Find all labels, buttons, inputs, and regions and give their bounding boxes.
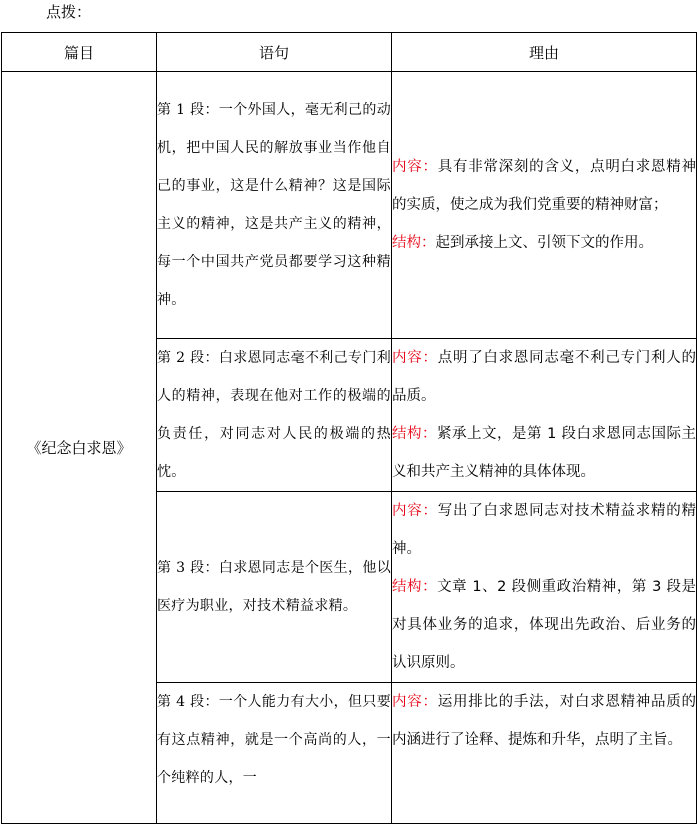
table-row <box>2 72 697 339</box>
content-label: 内容： <box>392 159 438 175</box>
structure-label: 结构： <box>392 579 438 595</box>
reason-cell <box>392 72 697 339</box>
quote-cell: 第 2 段：白求恩同志毫不利己专门利人的精神，表现在他对工作的极端的负责任，对同志对人民的极端的热忱。 <box>157 339 392 492</box>
quote-cell: 第 3 段：白求恩同志是个医生，他以医疗为职业，对技术精益求精。 <box>157 492 392 683</box>
structure-text: 文章 1、2 段侧重政治精神，第 3 段是对具体业务的追求，体现出先政治、后业务的认识原则。 <box>392 579 696 671</box>
reason-cell <box>392 683 697 824</box>
structure-label: 结构： <box>392 426 438 442</box>
analysis-table <box>1 32 697 824</box>
content-label: 内容： <box>392 350 438 366</box>
header-sentence: 语句 <box>157 33 392 72</box>
quote-cell: 第 1 段：一个外国人，毫无利己的动机，把中国人民的解放事业当作他自己的事业，这是什么精神？这是国际主义的精神，这是共产主义的精神，每一个中国共产党员都要学习这种精神。 <box>157 72 392 339</box>
table-header-row <box>2 33 697 72</box>
content-text: 具有非常深刻的含义，点明白求恩精神的实质，使之成为我们党重要的精神财富； <box>392 159 697 213</box>
reason-cell <box>392 492 697 683</box>
structure-text: 起到承接上文、引领下文的作用。 <box>435 235 653 251</box>
content-label: 内容： <box>392 503 438 519</box>
structure-text: 紧承上文，是第 1 段白求恩同志国际主义和共产主义精神的具体体现。 <box>392 426 696 480</box>
header-reason: 理由 <box>392 33 697 72</box>
header-chapter: 篇目 <box>2 33 157 72</box>
content-text: 点明了白求恩同志毫不利己专门利人的品质。 <box>392 350 697 404</box>
structure-label: 结构： <box>392 235 436 251</box>
quote-cell: 第 4 段：一个人能力有大小，但只要有这点精神，就是一个高尚的人，一个纯粹的人，一 <box>157 683 392 824</box>
chapter-title: 《纪念白求恩》 <box>2 72 157 824</box>
content-text: 运用排比的手法，对白求恩精神品质的内涵进行了诠释、提炼和升华，点明了主旨。 <box>392 694 697 748</box>
section-heading: 点拨： <box>46 3 92 21</box>
content-text: 写出了白求恩同志对技术精益求精的精神。 <box>392 503 697 557</box>
content-label: 内容： <box>392 694 438 710</box>
reason-cell <box>392 339 697 492</box>
